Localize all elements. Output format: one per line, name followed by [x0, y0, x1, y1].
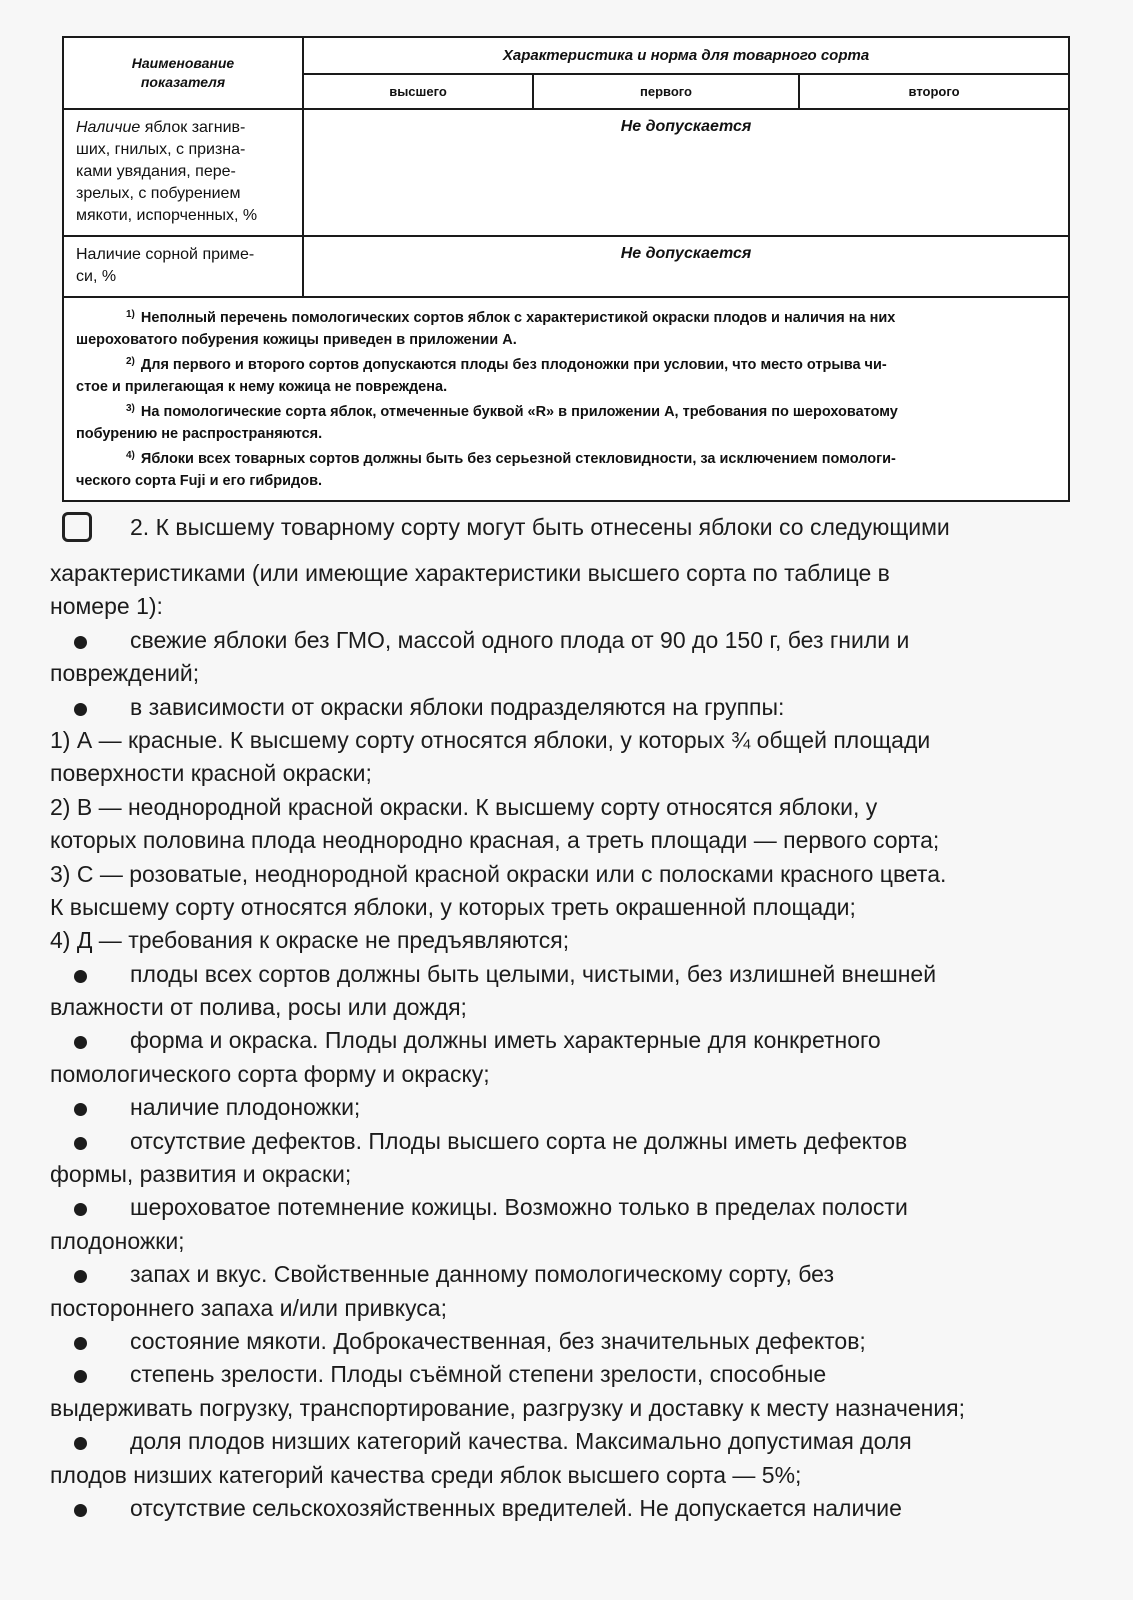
bullet-item [50, 1358, 1125, 1391]
footnote-mark: 2) [126, 356, 135, 367]
line-text: в зависимости от окраски яблоки подразделяются на группы: [130, 693, 785, 720]
line-text: шероховатое потемнение кожицы. Возможно только в пределах полости [130, 1194, 908, 1221]
text-line [50, 1459, 1125, 1492]
bullet-item [50, 1125, 1125, 1158]
indicator-line: си, % [76, 268, 117, 285]
line-text: выдерживать погрузку, транспортирование, разгрузку и доставку к месту назначения; [50, 1394, 966, 1421]
text-line [50, 858, 1125, 891]
task-heading: 2. К высшему товарному сорту могут быть отнесены яблоки со следующими [130, 514, 950, 540]
footnote [76, 304, 1058, 330]
indicator-line: Наличие сорной приме- [76, 246, 255, 263]
table-footnotes [63, 297, 1069, 501]
line-text: свежие яблоки без ГМО, массой одного плода от 90 до 150 г, без гнили и [130, 626, 910, 653]
header-grade-highest: высшего [303, 74, 533, 109]
bullet-dot-icon [74, 1370, 87, 1383]
footnote-line: побурению не распространяются. [76, 425, 323, 442]
line-text: состояние мякоти. Доброкачественная, без значительных дефектов; [130, 1327, 866, 1354]
footnote-mark: 1) [126, 309, 135, 320]
line-text: влажности от полива, росы или дождя; [50, 994, 467, 1021]
text-line [50, 657, 1125, 690]
footnote-line: шероховатого побурения кожицы приведен в приложении А. [76, 331, 517, 348]
text-line [50, 1225, 1125, 1258]
line-text: отсутствие сельскохозяйственных вредителей. Не допускается наличие [130, 1494, 902, 1521]
bullet-item [50, 1492, 1125, 1525]
bullet-item [50, 691, 1125, 724]
indicator-italic-word: Наличие [76, 119, 141, 136]
bullet-item [50, 958, 1125, 991]
bullet-item [50, 1091, 1125, 1124]
line-text: характеристиками (или имеющие характеристики высшего сорта по таблице в [50, 560, 890, 586]
header-characteristic: Характеристика и норма для товарного сорта [303, 37, 1069, 74]
bullet-dot-icon [74, 1203, 87, 1216]
footnote-mark: 4) [126, 450, 135, 461]
bullet-dot-icon [74, 1036, 87, 1049]
norm-not-allowed: Не допускается [303, 109, 1069, 236]
bullet-item [50, 624, 1125, 657]
line-text: помологического сорта форму и окраску; [50, 1060, 490, 1087]
line-text: отсутствие дефектов. Плоды высшего сорта не должны иметь дефектов [130, 1127, 908, 1154]
line-text: доля плодов низших категорий качества. Максимально допустимая доля [130, 1428, 912, 1455]
line-text: наличие плодоножки; [130, 1094, 361, 1121]
line-text: номере 1): [50, 593, 163, 620]
header-name-line: показателя [140, 74, 226, 90]
footnote [76, 351, 1058, 377]
header-grade-first: первого [533, 74, 799, 109]
footnote-line: ческого сорта Fuji и его гибридов. [76, 472, 323, 489]
bullet-dot-icon [74, 1337, 87, 1350]
text-line [50, 1158, 1125, 1191]
text-line [50, 1292, 1125, 1325]
indicator-impurity [63, 236, 303, 297]
line-text: 3) С — розоватые, неоднородной красной окраски или с полосками красного цвета. [50, 860, 947, 887]
line-text: которых половина плода неоднородно красная, а треть площади — первого сорта; [50, 827, 940, 854]
bullet-dot-icon [74, 636, 87, 649]
indicator-line: зрелых, с побурением [76, 185, 241, 202]
norm-not-allowed: Не допускается [303, 236, 1069, 297]
line-text: 1) А — красные. К высшему сорту относятся яблоки, у которых ¾ общей площади [50, 726, 931, 753]
quality-standard-table [62, 36, 1070, 502]
line-text: постороннего запаха и/или привкуса; [50, 1294, 447, 1321]
text-line [50, 824, 1125, 857]
bullet-item [50, 1258, 1125, 1291]
text-line [50, 557, 1125, 590]
footnote [76, 398, 1058, 424]
footnote-line: Для первого и второго сортов допускаются плоды без плодоножки при условии, что место отрыва чи- [140, 357, 887, 373]
text-line [50, 1058, 1125, 1091]
line-text: плодоножки; [50, 1227, 185, 1254]
bullet-dot-icon [74, 703, 87, 716]
bullet-item [50, 1425, 1125, 1458]
footnote-line: На помологические сорта яблок, отмеченные буквой «R» в приложении А, требования по шероховатому [140, 404, 898, 420]
line-text: поверхности красной окраски; [50, 760, 372, 787]
indicator-line: мякоти, испорченных, % [76, 207, 258, 224]
text-line [50, 590, 1125, 623]
text-line [50, 924, 1125, 957]
bullet-dot-icon [74, 1137, 87, 1150]
indicator-line: ками увядания, пере- [76, 163, 236, 180]
line-text: степень зрелости. Плоды съёмной степени зрелости, способные [130, 1361, 827, 1388]
bullet-dot-icon [74, 1270, 87, 1283]
bullet-item [50, 1191, 1125, 1224]
line-text: К высшему сорту относятся яблоки, у которых треть окрашенной площади; [50, 893, 856, 920]
header-name-line: Наименование [131, 55, 235, 71]
text-line [50, 757, 1125, 790]
header-indicator-name [63, 37, 303, 109]
text-line [50, 991, 1125, 1024]
task-checkbox[interactable] [62, 512, 92, 542]
indicator-line: ших, гнилых, с призна- [76, 141, 246, 158]
line-text: форма и окраска. Плоды должны иметь характерные для конкретного [130, 1027, 881, 1054]
bullet-dot-icon [74, 1103, 87, 1116]
text-line [50, 1392, 1125, 1425]
line-text: 2) В — неоднородной красной окраски. К высшему сорту относятся яблоки, у [50, 793, 878, 820]
line-text: повреждений; [50, 660, 200, 687]
task-body [50, 557, 1125, 1525]
line-text: формы, развития и окраски; [50, 1161, 352, 1188]
bullet-dot-icon [74, 970, 87, 983]
text-line [50, 724, 1125, 757]
header-grade-second: второго [799, 74, 1069, 109]
line-text: плодов низших категорий качества среди яблок высшего сорта — 5%; [50, 1461, 802, 1488]
footnote-line: Яблоки всех товарных сортов должны быть без серьезной стекловидности, за исключением помологи- [140, 451, 896, 467]
bullet-item [50, 1024, 1125, 1057]
indicator-line: яблок загнив- [140, 119, 246, 136]
footnote-mark: 3) [126, 403, 135, 414]
scanned-table-image [62, 36, 1068, 502]
line-text: плоды всех сортов должны быть целыми, чистыми, без излишней внешней [130, 960, 937, 987]
footnote [76, 445, 1058, 471]
bullet-item [50, 1325, 1125, 1358]
text-line [50, 791, 1125, 824]
bullet-dot-icon [74, 1437, 87, 1450]
line-text: запах и вкус. Свойственные данному помологическому сорту, без [130, 1261, 835, 1288]
footnote-line: Неполный перечень помологических сортов яблок с характеристикой окраски плодов и наличия на них [140, 310, 896, 326]
line-text: 4) Д — требования к окраске не предъявляются; [50, 927, 570, 954]
footnote-line: стое и прилегающая к нему кожица не повреждена. [76, 378, 448, 395]
indicator-rotten-apples [63, 109, 303, 236]
text-line [50, 891, 1125, 924]
bullet-dot-icon [74, 1504, 87, 1517]
